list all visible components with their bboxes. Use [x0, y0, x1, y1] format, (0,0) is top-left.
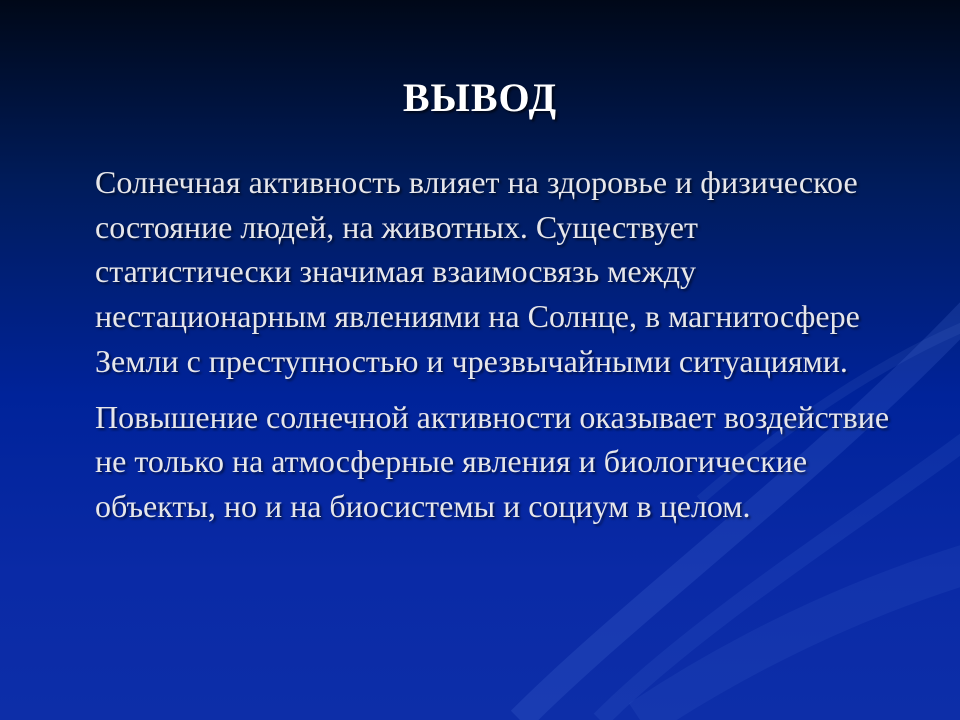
body-paragraph: Повышение солнечной активности оказывает воздействие не только на атмосферные явления и биологические объекты, но и на биосистемы и социум в целом. — [95, 398, 890, 524]
slide-title: ВЫВОД — [402, 75, 558, 120]
body-paragraph: Солнечная активность влияет на здоровье и физическое состояние людей, на животных. Существует статистически значимая взаимосвязь между нестационарным явлениями на Солнце, в магнитосфере Земли с преступностью и чрезвычайными ситуациями. — [95, 164, 860, 379]
slide-body — [95, 160, 895, 540]
